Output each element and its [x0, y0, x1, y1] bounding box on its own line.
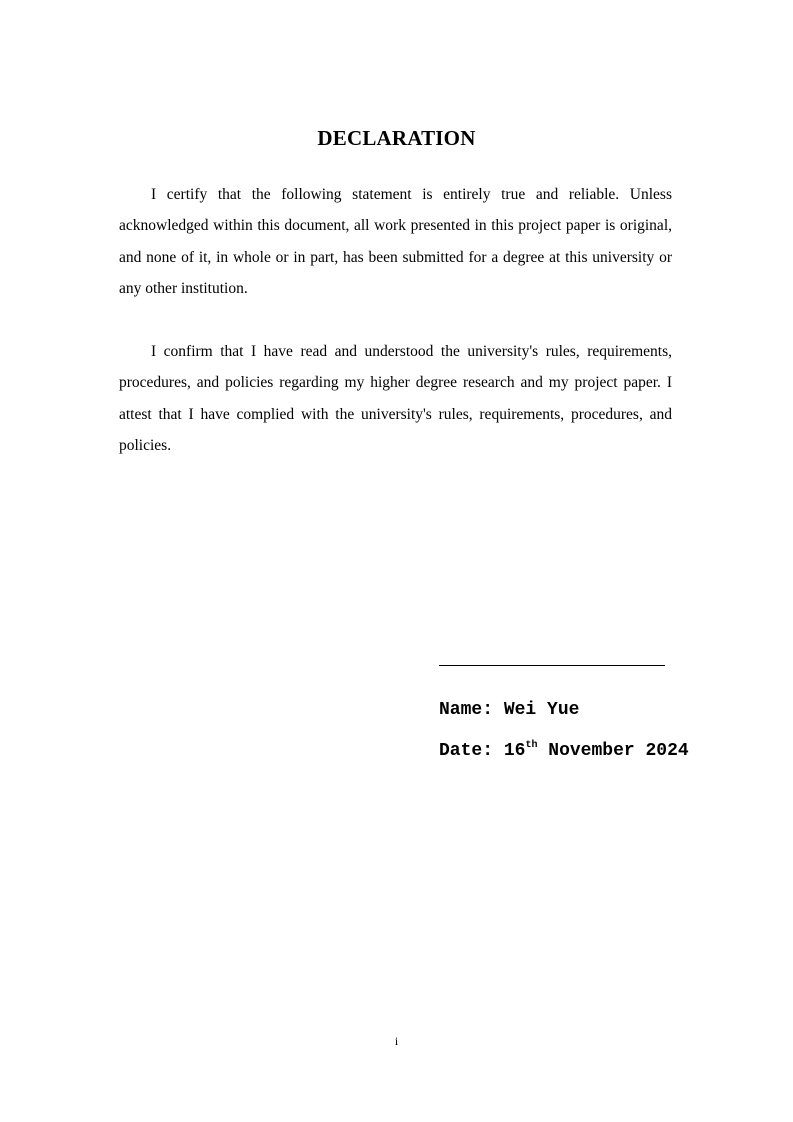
certification-paragraph: I certify that the following statement is entirely true and reliable. Unless acknowledged within this document, all work presented in this project paper is original, and none of it, in whole or in part, has been submitted for a degree at this university or any other institution.: [119, 186, 672, 297]
signature-line: [439, 665, 665, 666]
signature-date: [439, 740, 689, 762]
name-value: Wei Yue: [503, 700, 580, 720]
date-day: 16: [503, 741, 526, 761]
name-label: Name:: [439, 700, 494, 720]
date-month-year: November 2024: [548, 741, 689, 761]
date-ordinal-suffix: th: [525, 740, 538, 751]
page-number: i: [394, 1034, 399, 1048]
page-title: DECLARATION: [317, 126, 476, 150]
date-label: Date:: [439, 741, 494, 761]
confirmation-paragraph: I confirm that I have read and understood the university's rules, requirements, procedures, and policies regarding my higher degree research and my project paper. I attest that I have complied with the university's rules, requirements, procedures, and policies.: [119, 343, 672, 454]
signatory-name: [439, 699, 579, 721]
